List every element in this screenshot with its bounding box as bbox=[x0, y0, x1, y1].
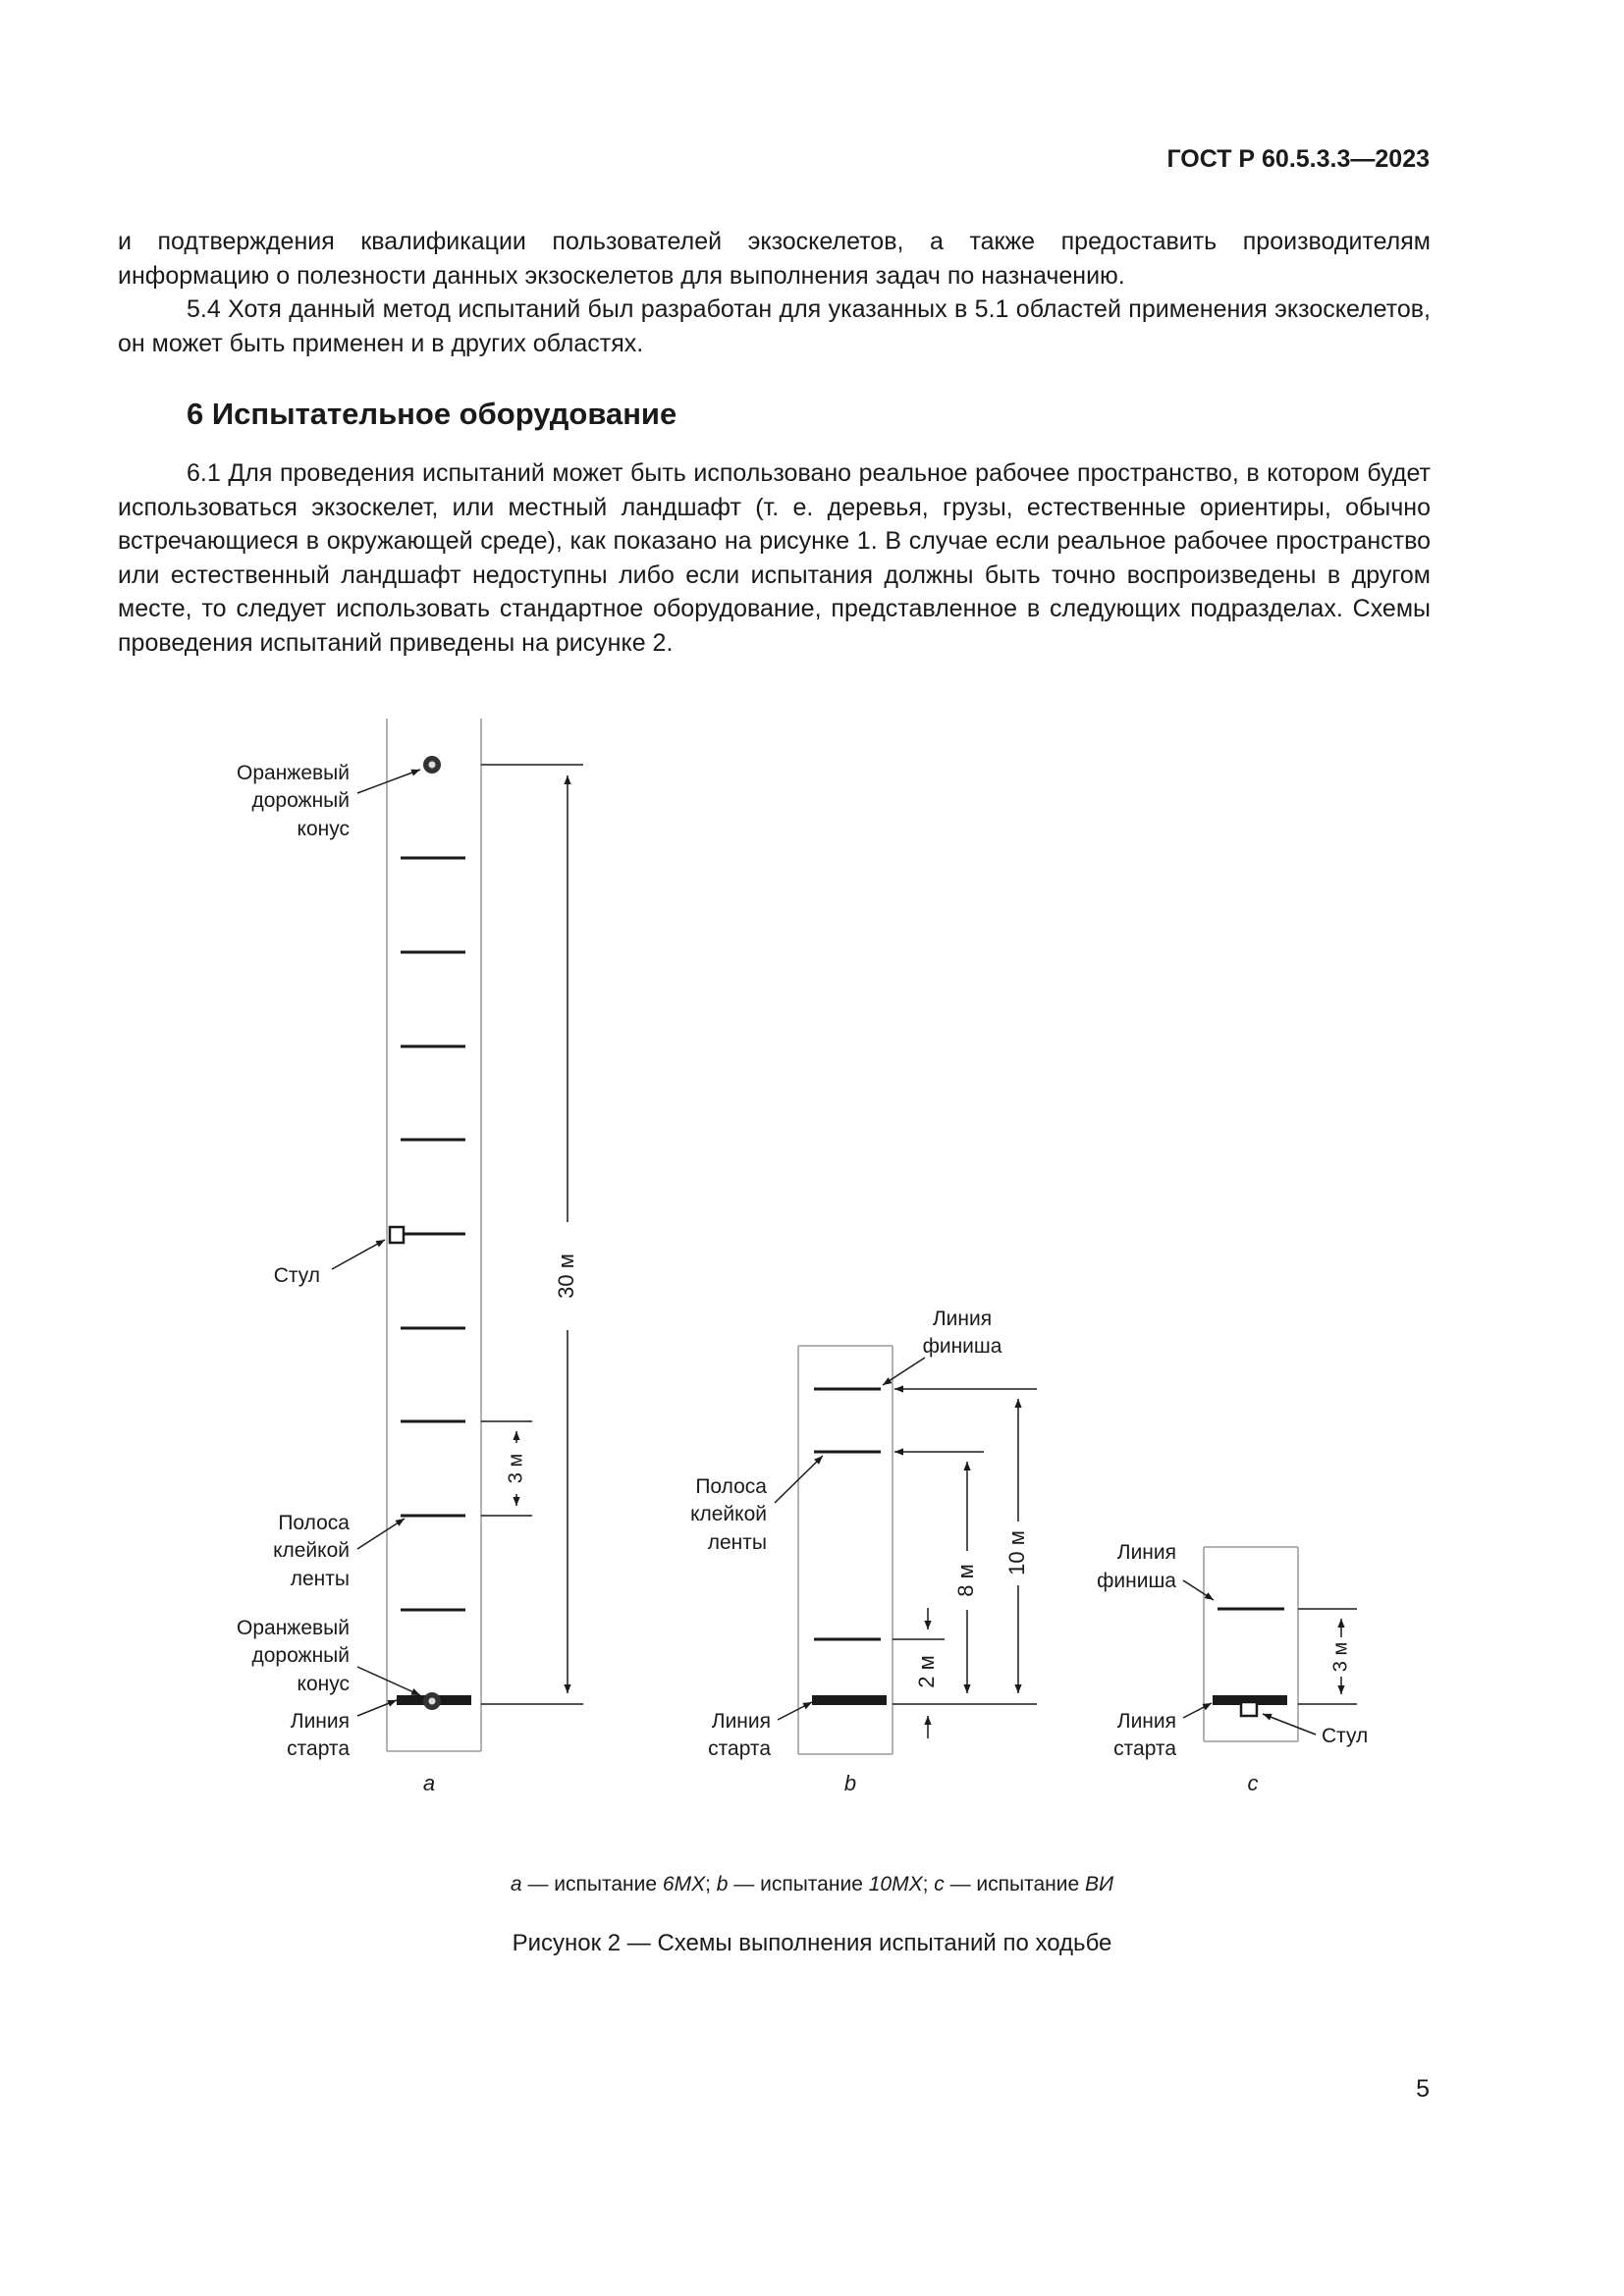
label-tape-3: ленты bbox=[707, 1531, 767, 1554]
panel-b-tape-marks bbox=[814, 1389, 881, 1639]
panel-c-leaders bbox=[1183, 1580, 1316, 1735]
dim-3m-label: 3 м bbox=[505, 1453, 527, 1484]
label-start-1: Линия bbox=[711, 1710, 771, 1733]
label-start-1: Линия bbox=[290, 1710, 350, 1733]
label-start-1: Линия bbox=[1116, 1710, 1176, 1733]
label-start-2: старта bbox=[287, 1737, 350, 1760]
legend-separator: ; bbox=[705, 1873, 717, 1896]
chair-icon bbox=[1241, 1702, 1257, 1716]
label-start-2: старта bbox=[708, 1737, 771, 1760]
legend-b-letter: b bbox=[716, 1873, 729, 1896]
label-tape-2: клейкой bbox=[690, 1503, 767, 1525]
paragraph-5-4: 5.4 Хотя данный метод испытаний был разработан для указанных в 5.1 областей применения экзоскелетов, он может быть применен и в других областях. bbox=[118, 295, 1431, 357]
figure-legend bbox=[0, 1873, 1624, 1896]
panel-b-leaders bbox=[775, 1358, 925, 1720]
legend-b-text: — испытание bbox=[728, 1873, 869, 1896]
panel-a-dim-3 bbox=[481, 1421, 532, 1516]
legend-a-text: — испытание bbox=[521, 1873, 663, 1896]
traffic-cone-icon bbox=[423, 1692, 441, 1710]
panel-b-labels bbox=[690, 1308, 1002, 1760]
paragraph-6-1: 6.1 Для проведения испытаний может быть использовано реальное рабочее пространство, в котором будет использоваться экзоскелет, или местный ландшафт (т. е. деревья, грузы, естественные ориентиры, обычно встречающиеся в окружающей среде), как показано на рисунке 1. В случае если реальное рабочее пространство или естественный ландшафт недоступны либо если испытания должны быть точно воспроизведены в другом месте, то следует использовать стандартное оборудование, представленное в следующих подразделах. Схемы проведения испытаний приведены на рисунке 2. bbox=[118, 459, 1431, 657]
label-chair: Стул bbox=[273, 1264, 320, 1287]
legend-a-letter: a bbox=[510, 1873, 522, 1896]
text-block-section bbox=[118, 456, 1431, 660]
panel-a-letter: a bbox=[422, 1771, 436, 1795]
panel-c-labels bbox=[1097, 1541, 1368, 1760]
dim-10m-label: 10 м bbox=[1003, 1530, 1029, 1575]
text-block-top bbox=[118, 225, 1431, 360]
document-header: ГОСТ Р 60.5.3.3—2023 bbox=[1166, 145, 1430, 173]
label-tape-1: Полоса bbox=[695, 1475, 767, 1498]
chair-icon bbox=[390, 1227, 404, 1243]
label-finish-2: финиша bbox=[1097, 1570, 1176, 1592]
panel-c-letter: c bbox=[1247, 1771, 1259, 1795]
panel-b-letter: b bbox=[843, 1771, 857, 1795]
panel-a-start-line bbox=[397, 1695, 471, 1705]
panel-a-labels bbox=[237, 762, 350, 1760]
label-finish-2: финиша bbox=[922, 1335, 1002, 1358]
dim-8m-label: 8 м bbox=[952, 1564, 978, 1597]
label-tape-1: Полоса bbox=[278, 1512, 350, 1534]
label-start-2: старта bbox=[1113, 1737, 1176, 1760]
panel-a bbox=[237, 719, 583, 1795]
label-tape-2: клейкой bbox=[273, 1539, 350, 1562]
label-chair: Стул bbox=[1322, 1725, 1369, 1747]
panel-b-dim-8 bbox=[894, 1452, 984, 1693]
label-cone-bottom-1: Оранжевый bbox=[237, 1617, 350, 1639]
label-cone-top-3: конус bbox=[297, 818, 350, 840]
panel-c-start-line bbox=[1213, 1695, 1287, 1705]
panel-b-start-line bbox=[812, 1695, 887, 1705]
section-title: 6 Испытательное оборудование bbox=[187, 397, 677, 431]
paragraph-continuation: и подтверждения квалификации пользователей экзоскелетов, а также предоставить производителям информацию о полезности данных экзоскелетов для выполнения задач по назначению. bbox=[118, 228, 1431, 290]
label-cone-top-2: дорожный bbox=[251, 789, 350, 812]
panel-c-dim-3 bbox=[1298, 1609, 1357, 1704]
legend-c-text: — испытание bbox=[944, 1873, 1086, 1896]
dim-2m-label: 2 м bbox=[913, 1655, 939, 1688]
legend-c-name: ВИ bbox=[1085, 1873, 1114, 1896]
label-finish-1: Линия bbox=[932, 1308, 993, 1330]
label-cone-top-1: Оранжевый bbox=[237, 762, 350, 784]
traffic-cone-icon bbox=[423, 756, 441, 774]
panel-b-dim-2 bbox=[893, 1608, 945, 1738]
legend-a-name: 6МХ bbox=[662, 1873, 706, 1896]
panel-a-dim-30 bbox=[481, 765, 583, 1704]
panel-b-dim-10 bbox=[893, 1389, 1037, 1704]
page-number: 5 bbox=[1416, 2075, 1430, 2103]
panel-b bbox=[690, 1308, 1037, 1795]
label-cone-bottom-2: дорожный bbox=[251, 1644, 350, 1667]
label-tape-3: ленты bbox=[290, 1568, 350, 1590]
label-cone-bottom-3: конус bbox=[297, 1673, 350, 1695]
legend-c-letter: c bbox=[934, 1873, 945, 1896]
legend-b-name: 10МХ bbox=[868, 1873, 923, 1896]
dim-3m-label: 3 м bbox=[1329, 1641, 1352, 1673]
dim-30m-label: 30 м bbox=[553, 1254, 578, 1299]
label-finish-1: Линия bbox=[1116, 1541, 1176, 1564]
legend-separator: ; bbox=[922, 1873, 935, 1896]
panel-c bbox=[1097, 1541, 1368, 1795]
panel-a-leaders bbox=[332, 770, 420, 1716]
figure-caption: Рисунок 2 — Схемы выполнения испытаний по ходьбе bbox=[512, 1930, 1112, 1956]
panel-a-tape-marks bbox=[401, 858, 465, 1610]
